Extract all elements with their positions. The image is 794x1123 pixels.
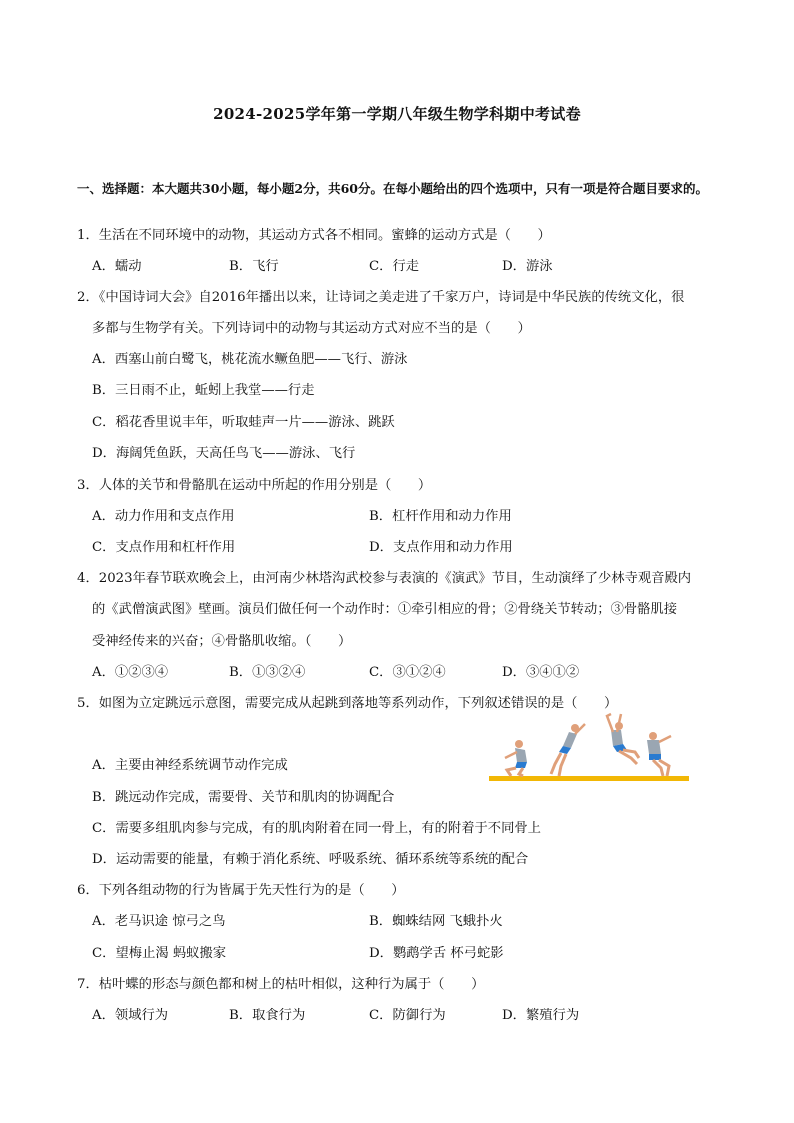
q3-option-b[interactable]: B．杠杆作用和动力作用 [369,509,512,524]
q5-option-a[interactable]: A．主要由神经系统调节动作完成 [92,758,288,773]
q1-option-d[interactable]: D．游泳 [502,259,553,274]
standing-long-jump-figure [489,708,689,784]
q2-option-a[interactable]: A．西塞山前白鹭飞，桃花流水鳜鱼肥——飞行、游泳 [92,352,408,367]
question-2-stem-line-1: 2．《中国诗词大会》自2016年播出以来，让诗词之美走进了千家万户，诗词是中华民族的传统文化，很 [77,290,685,305]
q2-option-c[interactable]: C．稻花香里说丰年，听取蛙声一片——游泳、跳跃 [92,415,395,430]
question-2-stem-line-2: 多都与生物学有关。下列诗词中的动物与其运动方式对应不当的是（ ） [92,321,531,336]
q6-option-d[interactable]: D．鹦鹉学舌 杯弓蛇影 [369,946,504,961]
q5-option-b[interactable]: B．跳远动作完成，需要骨、关节和肌肉的协调配合 [92,790,395,805]
jumper-landing [647,732,671,776]
q7-option-a[interactable]: A．领域行为 [92,1008,169,1023]
q5-option-c[interactable]: C．需要多组肌肉参与完成，有的肌肉附着在同一骨上，有的附着于不同骨上 [92,821,541,836]
question-5-stem: 5．如图为立定跳远示意图，需要完成从起跳到落地等系列动作，下列叙述错误的是（ ） [77,696,618,711]
q4-option-b[interactable]: B．①③②④ [229,665,306,680]
q7-option-d[interactable]: D．繁殖行为 [502,1008,580,1023]
question-6-stem: 6．下列各组动物的行为皆属于先天性行为的是（ ） [77,883,405,898]
q7-option-c[interactable]: C．防御行为 [369,1008,446,1023]
page-title: 2024-2025学年第一学期八年级生物学科期中考试卷 [213,105,581,123]
q4-option-d[interactable]: D．③④①② [502,665,580,680]
q7-option-b[interactable]: B．取食行为 [229,1008,306,1023]
q6-option-a[interactable]: A．老马识途 惊弓之鸟 [92,914,226,929]
q3-option-a[interactable]: A．动力作用和支点作用 [92,509,235,524]
q6-option-c[interactable]: C．望梅止渴 蚂蚁搬家 [92,946,227,961]
jumper-flight [607,714,639,764]
q2-option-d[interactable]: D．海阔凭鱼跃，天高任鸟飞——游泳、飞行 [92,446,356,461]
question-3-stem: 3．人体的关节和骨骼肌在运动中所起的作用分别是（ ） [77,478,432,493]
q1-option-c[interactable]: C．行走 [369,259,420,274]
jumper-crouch [505,740,527,776]
ground-line [489,776,689,781]
question-4-stem-line-1: 4．2023年春节联欢晚会上，由河南少林塔沟武校参与表演的《演武》节目，生动演绎了少林寺观音殿内 [77,571,692,586]
question-1-stem: 1．生活在不同环境中的动物，其运动方式各不相同。蜜蜂的运动方式是（ ） [77,228,551,243]
q1-option-b[interactable]: B．飞行 [229,259,279,274]
q6-option-b[interactable]: B．蜘蛛结网 飞蛾扑火 [369,914,503,929]
q2-option-b[interactable]: B．三日雨不止，蚯蚓上我堂——行走 [92,383,315,398]
q1-option-a[interactable]: A．蠕动 [92,259,142,274]
q3-option-d[interactable]: D．支点作用和动力作用 [369,540,513,555]
jumper-takeoff [551,724,585,776]
q3-option-c[interactable]: C．支点作用和杠杆作用 [92,540,236,555]
question-4-stem-line-3: 受神经传来的兴奋；④骨骼肌收缩。（ ） [92,634,352,649]
question-7-stem: 7．枯叶蝶的形态与颜色都和树上的枯叶相似，这种行为属于（ ） [77,977,485,992]
q4-option-c[interactable]: C．③①②④ [369,665,446,680]
q5-option-d[interactable]: D．运动需要的能量，有赖于消化系统、呼吸系统、循环系统等系统的配合 [92,852,529,867]
q4-option-a[interactable]: A．①②③④ [92,665,169,680]
section-heading: 一、选择题：本大题共30小题，每小题2分，共60分。在每小题给出的四个选项中，只有一项是符合题目要求的。 [77,181,708,196]
question-4-stem-line-2: 的《武僧演武图》壁画。演员们做任何一个动作时：①牵引相应的骨；②骨绕关节转动；③骨骼肌接 [92,602,678,617]
